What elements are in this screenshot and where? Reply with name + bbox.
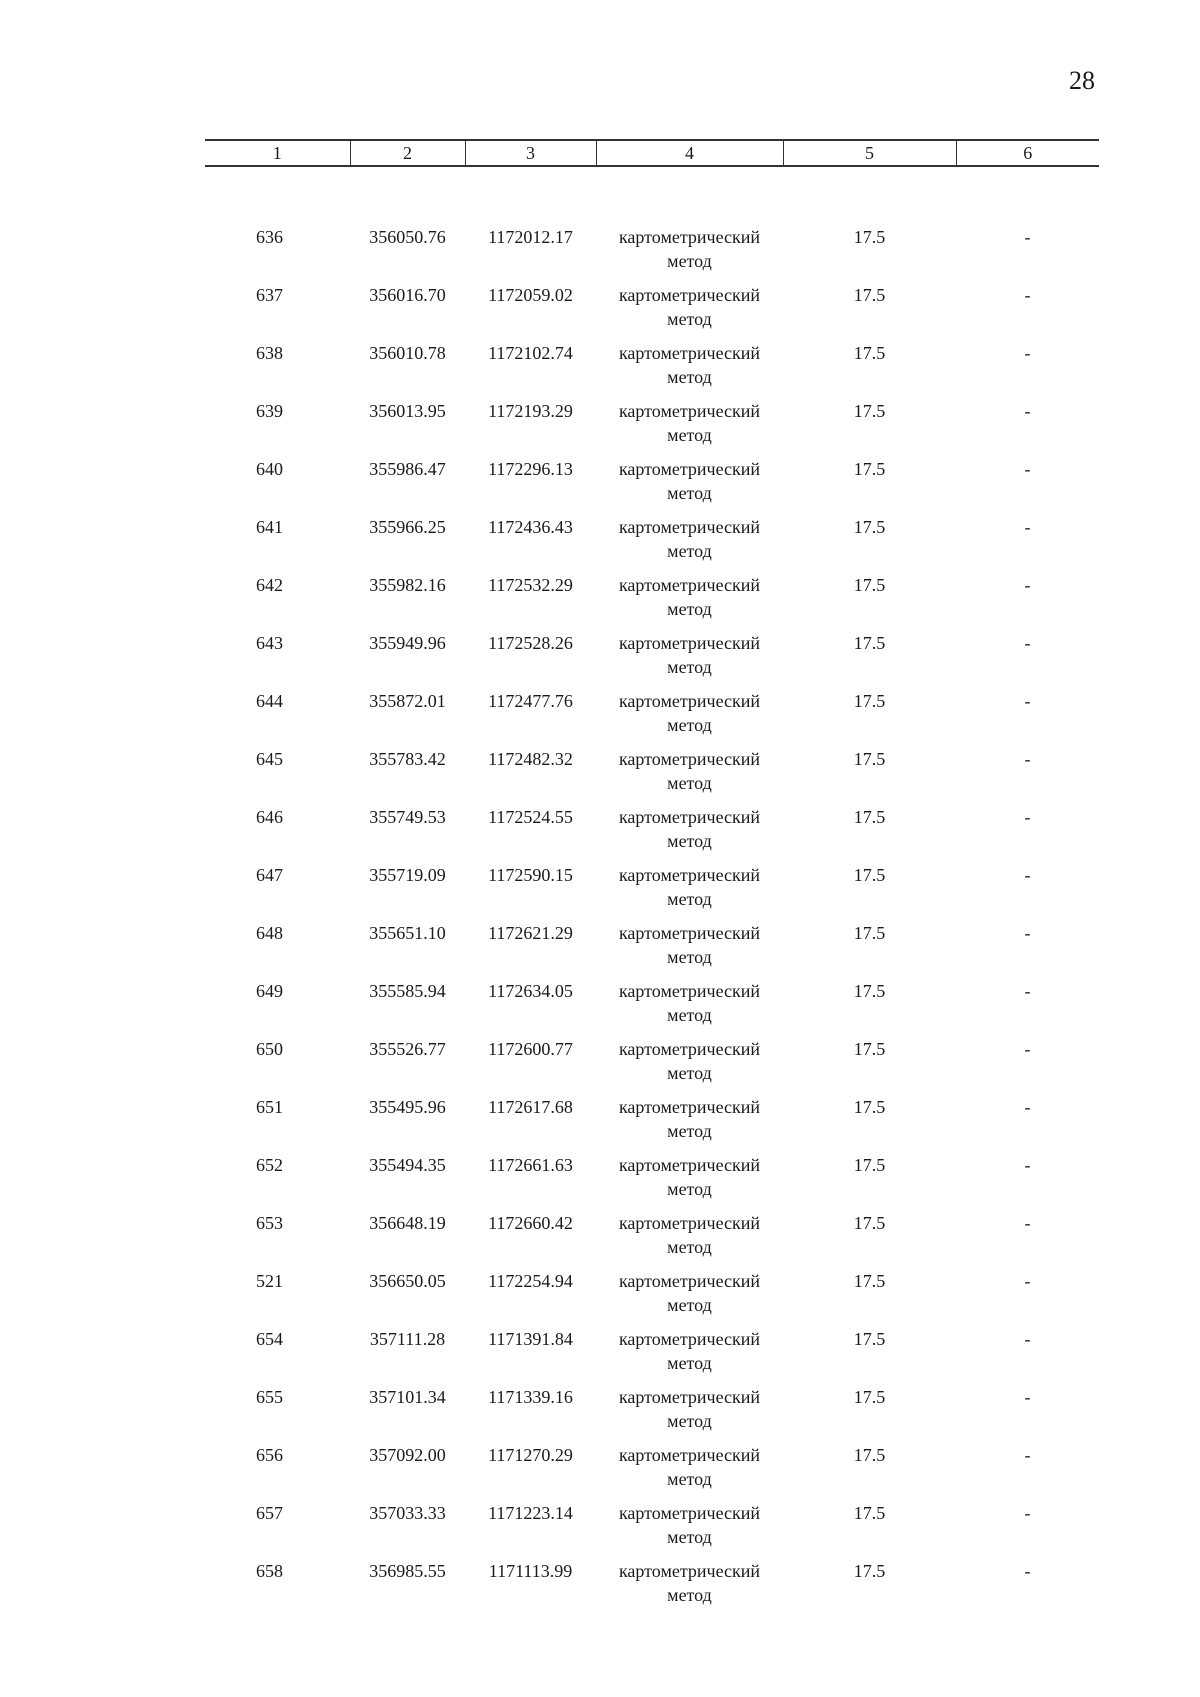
method-line-2: метод [667, 1179, 712, 1199]
method-line-1: картометрический [618, 981, 761, 1001]
method-line-1: картометрический [618, 343, 761, 363]
table-row [205, 515, 1099, 573]
point-number-cell: 652 [256, 1155, 283, 1175]
note-cell: - [1024, 981, 1031, 1001]
method-line-1: картометрический [618, 865, 761, 885]
method-cell [596, 689, 783, 747]
method-line-1: картометрический [618, 1271, 761, 1291]
method-cell [596, 1269, 783, 1327]
x-coordinate-cell: 355494.35 [369, 1155, 446, 1175]
accuracy-cell: 17.5 [853, 285, 886, 305]
x-coordinate-cell: 355986.47 [369, 459, 446, 479]
method-line-2: метод [667, 1063, 712, 1083]
header-col-2: 2 [350, 140, 465, 166]
method-line-1: картометрический [618, 1039, 761, 1059]
x-coordinate-cell: 356013.95 [369, 401, 446, 421]
point-number-cell: 642 [256, 575, 283, 595]
method-cell [596, 1385, 783, 1443]
method-line-1: картометрический [618, 1155, 761, 1175]
note-cell: - [1024, 343, 1031, 363]
table-row [205, 1153, 1099, 1211]
y-coordinate-cell: 1172600.77 [488, 1039, 573, 1059]
accuracy-cell: 17.5 [853, 401, 886, 421]
point-number-cell: 650 [256, 1039, 283, 1059]
point-number-cell: 521 [256, 1271, 283, 1291]
method-line-2: метод [667, 1121, 712, 1141]
method-cell [596, 1153, 783, 1211]
header-col-1: 1 [205, 140, 350, 166]
accuracy-cell: 17.5 [853, 517, 886, 537]
method-line-2: метод [667, 425, 712, 445]
y-coordinate-cell: 1172436.43 [488, 517, 573, 537]
accuracy-cell: 17.5 [853, 865, 886, 885]
point-number-cell: 638 [256, 343, 283, 363]
method-cell [596, 1211, 783, 1269]
note-cell: - [1024, 227, 1031, 247]
table-row [205, 979, 1099, 1037]
table-header [205, 140, 1099, 166]
table-row [205, 1327, 1099, 1385]
method-line-1: картометрический [618, 1213, 761, 1233]
table-row [205, 863, 1099, 921]
y-coordinate-cell: 1172528.26 [488, 633, 573, 653]
note-cell: - [1024, 1039, 1031, 1059]
method-line-1: картометрический [618, 401, 761, 421]
note-cell: - [1024, 1387, 1031, 1407]
table-row [205, 1385, 1099, 1443]
accuracy-cell: 17.5 [853, 1561, 886, 1581]
method-cell [596, 1443, 783, 1501]
method-line-1: картометрический [618, 517, 761, 537]
x-coordinate-cell: 355719.09 [369, 865, 446, 885]
y-coordinate-cell: 1171270.29 [488, 1445, 573, 1465]
table-row [205, 457, 1099, 515]
method-cell [596, 515, 783, 573]
page-number: 28 [1069, 66, 1095, 95]
x-coordinate-cell: 357101.34 [369, 1387, 446, 1407]
accuracy-cell: 17.5 [853, 1503, 886, 1523]
method-line-1: картометрический [618, 1387, 761, 1407]
x-coordinate-cell: 355495.96 [369, 1097, 446, 1117]
x-coordinate-cell: 355982.16 [369, 575, 446, 595]
method-line-2: метод [667, 1353, 712, 1373]
table-row [205, 1095, 1099, 1153]
method-line-2: метод [667, 657, 712, 677]
method-line-2: метод [667, 1469, 712, 1489]
table-row [205, 283, 1099, 341]
method-line-1: картометрический [618, 749, 761, 769]
method-line-2: метод [667, 1585, 712, 1605]
method-line-2: метод [667, 773, 712, 793]
method-line-1: картометрический [618, 1561, 761, 1581]
y-coordinate-cell: 1172193.29 [488, 401, 573, 421]
method-line-1: картометрический [618, 1329, 761, 1349]
point-number-cell: 649 [256, 981, 283, 1001]
method-cell [596, 631, 783, 689]
accuracy-cell: 17.5 [853, 343, 886, 363]
y-coordinate-cell: 1172477.76 [488, 691, 573, 711]
table-row [205, 1211, 1099, 1269]
method-line-1: картометрический [618, 691, 761, 711]
y-coordinate-cell: 1171391.84 [488, 1329, 573, 1349]
x-coordinate-cell: 355966.25 [369, 517, 446, 537]
y-coordinate-cell: 1172617.68 [488, 1097, 573, 1117]
method-cell [596, 979, 783, 1037]
method-cell [596, 225, 783, 283]
y-coordinate-cell: 1171339.16 [488, 1387, 573, 1407]
spacer-row [205, 166, 1099, 225]
table-row [205, 573, 1099, 631]
accuracy-cell: 17.5 [853, 1445, 886, 1465]
header-col-3: 3 [465, 140, 596, 166]
y-coordinate-cell: 1172590.15 [488, 865, 573, 885]
point-number-cell: 657 [256, 1503, 283, 1523]
table-row [205, 341, 1099, 399]
note-cell: - [1024, 749, 1031, 769]
y-coordinate-cell: 1172059.02 [488, 285, 573, 305]
note-cell: - [1024, 865, 1031, 885]
table-row [205, 805, 1099, 863]
x-coordinate-cell: 357111.28 [369, 1329, 446, 1349]
method-line-2: метод [667, 715, 712, 735]
x-coordinate-cell: 356985.55 [369, 1561, 446, 1581]
y-coordinate-cell: 1172296.13 [488, 459, 573, 479]
table-row [205, 689, 1099, 747]
note-cell: - [1024, 1155, 1031, 1175]
method-cell [596, 573, 783, 631]
accuracy-cell: 17.5 [853, 575, 886, 595]
note-cell: - [1024, 633, 1031, 653]
x-coordinate-cell: 356010.78 [369, 343, 446, 363]
accuracy-cell: 17.5 [853, 227, 886, 247]
y-coordinate-cell: 1172482.32 [488, 749, 573, 769]
accuracy-cell: 17.5 [853, 923, 886, 943]
method-line-1: картометрический [618, 575, 761, 595]
table-row [205, 1443, 1099, 1501]
point-number-cell: 658 [256, 1561, 283, 1581]
point-number-cell: 640 [256, 459, 283, 479]
y-coordinate-cell: 1171223.14 [488, 1503, 573, 1523]
point-number-cell: 641 [256, 517, 283, 537]
note-cell: - [1024, 807, 1031, 827]
header-col-5: 5 [783, 140, 956, 166]
method-cell [596, 457, 783, 515]
point-number-cell: 646 [256, 807, 283, 827]
table-row [205, 631, 1099, 689]
method-cell [596, 1327, 783, 1385]
x-coordinate-cell: 355872.01 [369, 691, 446, 711]
accuracy-cell: 17.5 [853, 459, 886, 479]
accuracy-cell: 17.5 [853, 1387, 886, 1407]
accuracy-cell: 17.5 [853, 1329, 886, 1349]
y-coordinate-cell: 1172532.29 [488, 575, 573, 595]
accuracy-cell: 17.5 [853, 633, 886, 653]
y-coordinate-cell: 1172254.94 [488, 1271, 573, 1291]
method-line-2: метод [667, 309, 712, 329]
method-cell [596, 863, 783, 921]
method-line-2: метод [667, 1295, 712, 1315]
method-line-2: метод [667, 1005, 712, 1025]
method-line-2: метод [667, 947, 712, 967]
point-number-cell: 656 [256, 1445, 283, 1465]
method-cell [596, 283, 783, 341]
note-cell: - [1024, 1445, 1031, 1465]
method-line-2: метод [667, 1411, 712, 1431]
method-line-2: метод [667, 889, 712, 909]
header-col-4: 4 [596, 140, 783, 166]
method-cell [596, 1095, 783, 1153]
x-coordinate-cell: 356016.70 [369, 285, 446, 305]
note-cell: - [1024, 1097, 1031, 1117]
method-line-1: картометрический [618, 285, 761, 305]
method-line-2: метод [667, 1237, 712, 1257]
table-row [205, 1037, 1099, 1095]
x-coordinate-cell: 357092.00 [369, 1445, 446, 1465]
accuracy-cell: 17.5 [853, 1271, 886, 1291]
method-line-1: картометрический [618, 1503, 761, 1523]
y-coordinate-cell: 1172524.55 [488, 807, 573, 827]
accuracy-cell: 17.5 [853, 981, 886, 1001]
header-col-6: 6 [956, 140, 1099, 166]
note-cell: - [1024, 575, 1031, 595]
note-cell: - [1024, 1503, 1031, 1523]
x-coordinate-cell: 356648.19 [369, 1213, 446, 1233]
table-body [205, 166, 1099, 1617]
x-coordinate-cell: 355749.53 [369, 807, 446, 827]
method-cell [596, 1501, 783, 1559]
note-cell: - [1024, 691, 1031, 711]
accuracy-cell: 17.5 [853, 749, 886, 769]
x-coordinate-cell: 355585.94 [369, 981, 446, 1001]
method-line-2: метод [667, 367, 712, 387]
point-number-cell: 651 [256, 1097, 283, 1117]
note-cell: - [1024, 1561, 1031, 1581]
y-coordinate-cell: 1172660.42 [488, 1213, 573, 1233]
table-row [205, 1501, 1099, 1559]
point-number-cell: 639 [256, 401, 283, 421]
method-cell [596, 805, 783, 863]
x-coordinate-cell: 355783.42 [369, 749, 446, 769]
y-coordinate-cell: 1171113.99 [488, 1561, 573, 1581]
note-cell: - [1024, 285, 1031, 305]
method-line-1: картометрический [618, 227, 761, 247]
y-coordinate-cell: 1172012.17 [488, 227, 573, 247]
note-cell: - [1024, 1329, 1031, 1349]
table-row [205, 225, 1099, 283]
point-number-cell: 648 [256, 923, 283, 943]
note-cell: - [1024, 923, 1031, 943]
method-cell [596, 1037, 783, 1095]
method-line-1: картометрический [618, 459, 761, 479]
table-row [205, 1269, 1099, 1327]
method-line-1: картометрический [618, 1097, 761, 1117]
method-line-1: картометрический [618, 923, 761, 943]
method-line-1: картометрический [618, 633, 761, 653]
x-coordinate-cell: 355526.77 [369, 1039, 446, 1059]
point-number-cell: 654 [256, 1329, 283, 1349]
x-coordinate-cell: 356050.76 [369, 227, 446, 247]
header-row [205, 140, 1099, 166]
point-number-cell: 636 [256, 227, 283, 247]
x-coordinate-cell: 357033.33 [369, 1503, 446, 1523]
method-cell [596, 1559, 783, 1617]
accuracy-cell: 17.5 [853, 1039, 886, 1059]
method-cell [596, 341, 783, 399]
point-number-cell: 653 [256, 1213, 283, 1233]
method-line-2: метод [667, 1527, 712, 1547]
x-coordinate-cell: 355949.96 [369, 633, 446, 653]
method-line-2: метод [667, 251, 712, 271]
table-row [205, 1559, 1099, 1617]
table-row [205, 921, 1099, 979]
method-line-2: метод [667, 599, 712, 619]
method-cell [596, 399, 783, 457]
x-coordinate-cell: 355651.10 [369, 923, 446, 943]
method-line-2: метод [667, 541, 712, 561]
y-coordinate-cell: 1172102.74 [488, 343, 573, 363]
accuracy-cell: 17.5 [853, 1097, 886, 1117]
point-number-cell: 643 [256, 633, 283, 653]
note-cell: - [1024, 401, 1031, 421]
table-row [205, 747, 1099, 805]
table-row [205, 399, 1099, 457]
method-line-1: картометрический [618, 1445, 761, 1465]
point-number-cell: 644 [256, 691, 283, 711]
x-coordinate-cell: 356650.05 [369, 1271, 446, 1291]
coordinates-table [205, 139, 1099, 1617]
method-cell [596, 747, 783, 805]
method-cell [596, 921, 783, 979]
note-cell: - [1024, 459, 1031, 479]
note-cell: - [1024, 1271, 1031, 1291]
accuracy-cell: 17.5 [853, 1155, 886, 1175]
accuracy-cell: 17.5 [853, 807, 886, 827]
accuracy-cell: 17.5 [853, 691, 886, 711]
method-line-2: метод [667, 831, 712, 851]
note-cell: - [1024, 1213, 1031, 1233]
method-line-2: метод [667, 483, 712, 503]
note-cell: - [1024, 517, 1031, 537]
point-number-cell: 647 [256, 865, 283, 885]
method-line-1: картометрический [618, 807, 761, 827]
point-number-cell: 655 [256, 1387, 283, 1407]
y-coordinate-cell: 1172621.29 [488, 923, 573, 943]
point-number-cell: 637 [256, 285, 283, 305]
y-coordinate-cell: 1172634.05 [488, 981, 573, 1001]
accuracy-cell: 17.5 [853, 1213, 886, 1233]
point-number-cell: 645 [256, 749, 283, 769]
y-coordinate-cell: 1172661.63 [488, 1155, 573, 1175]
